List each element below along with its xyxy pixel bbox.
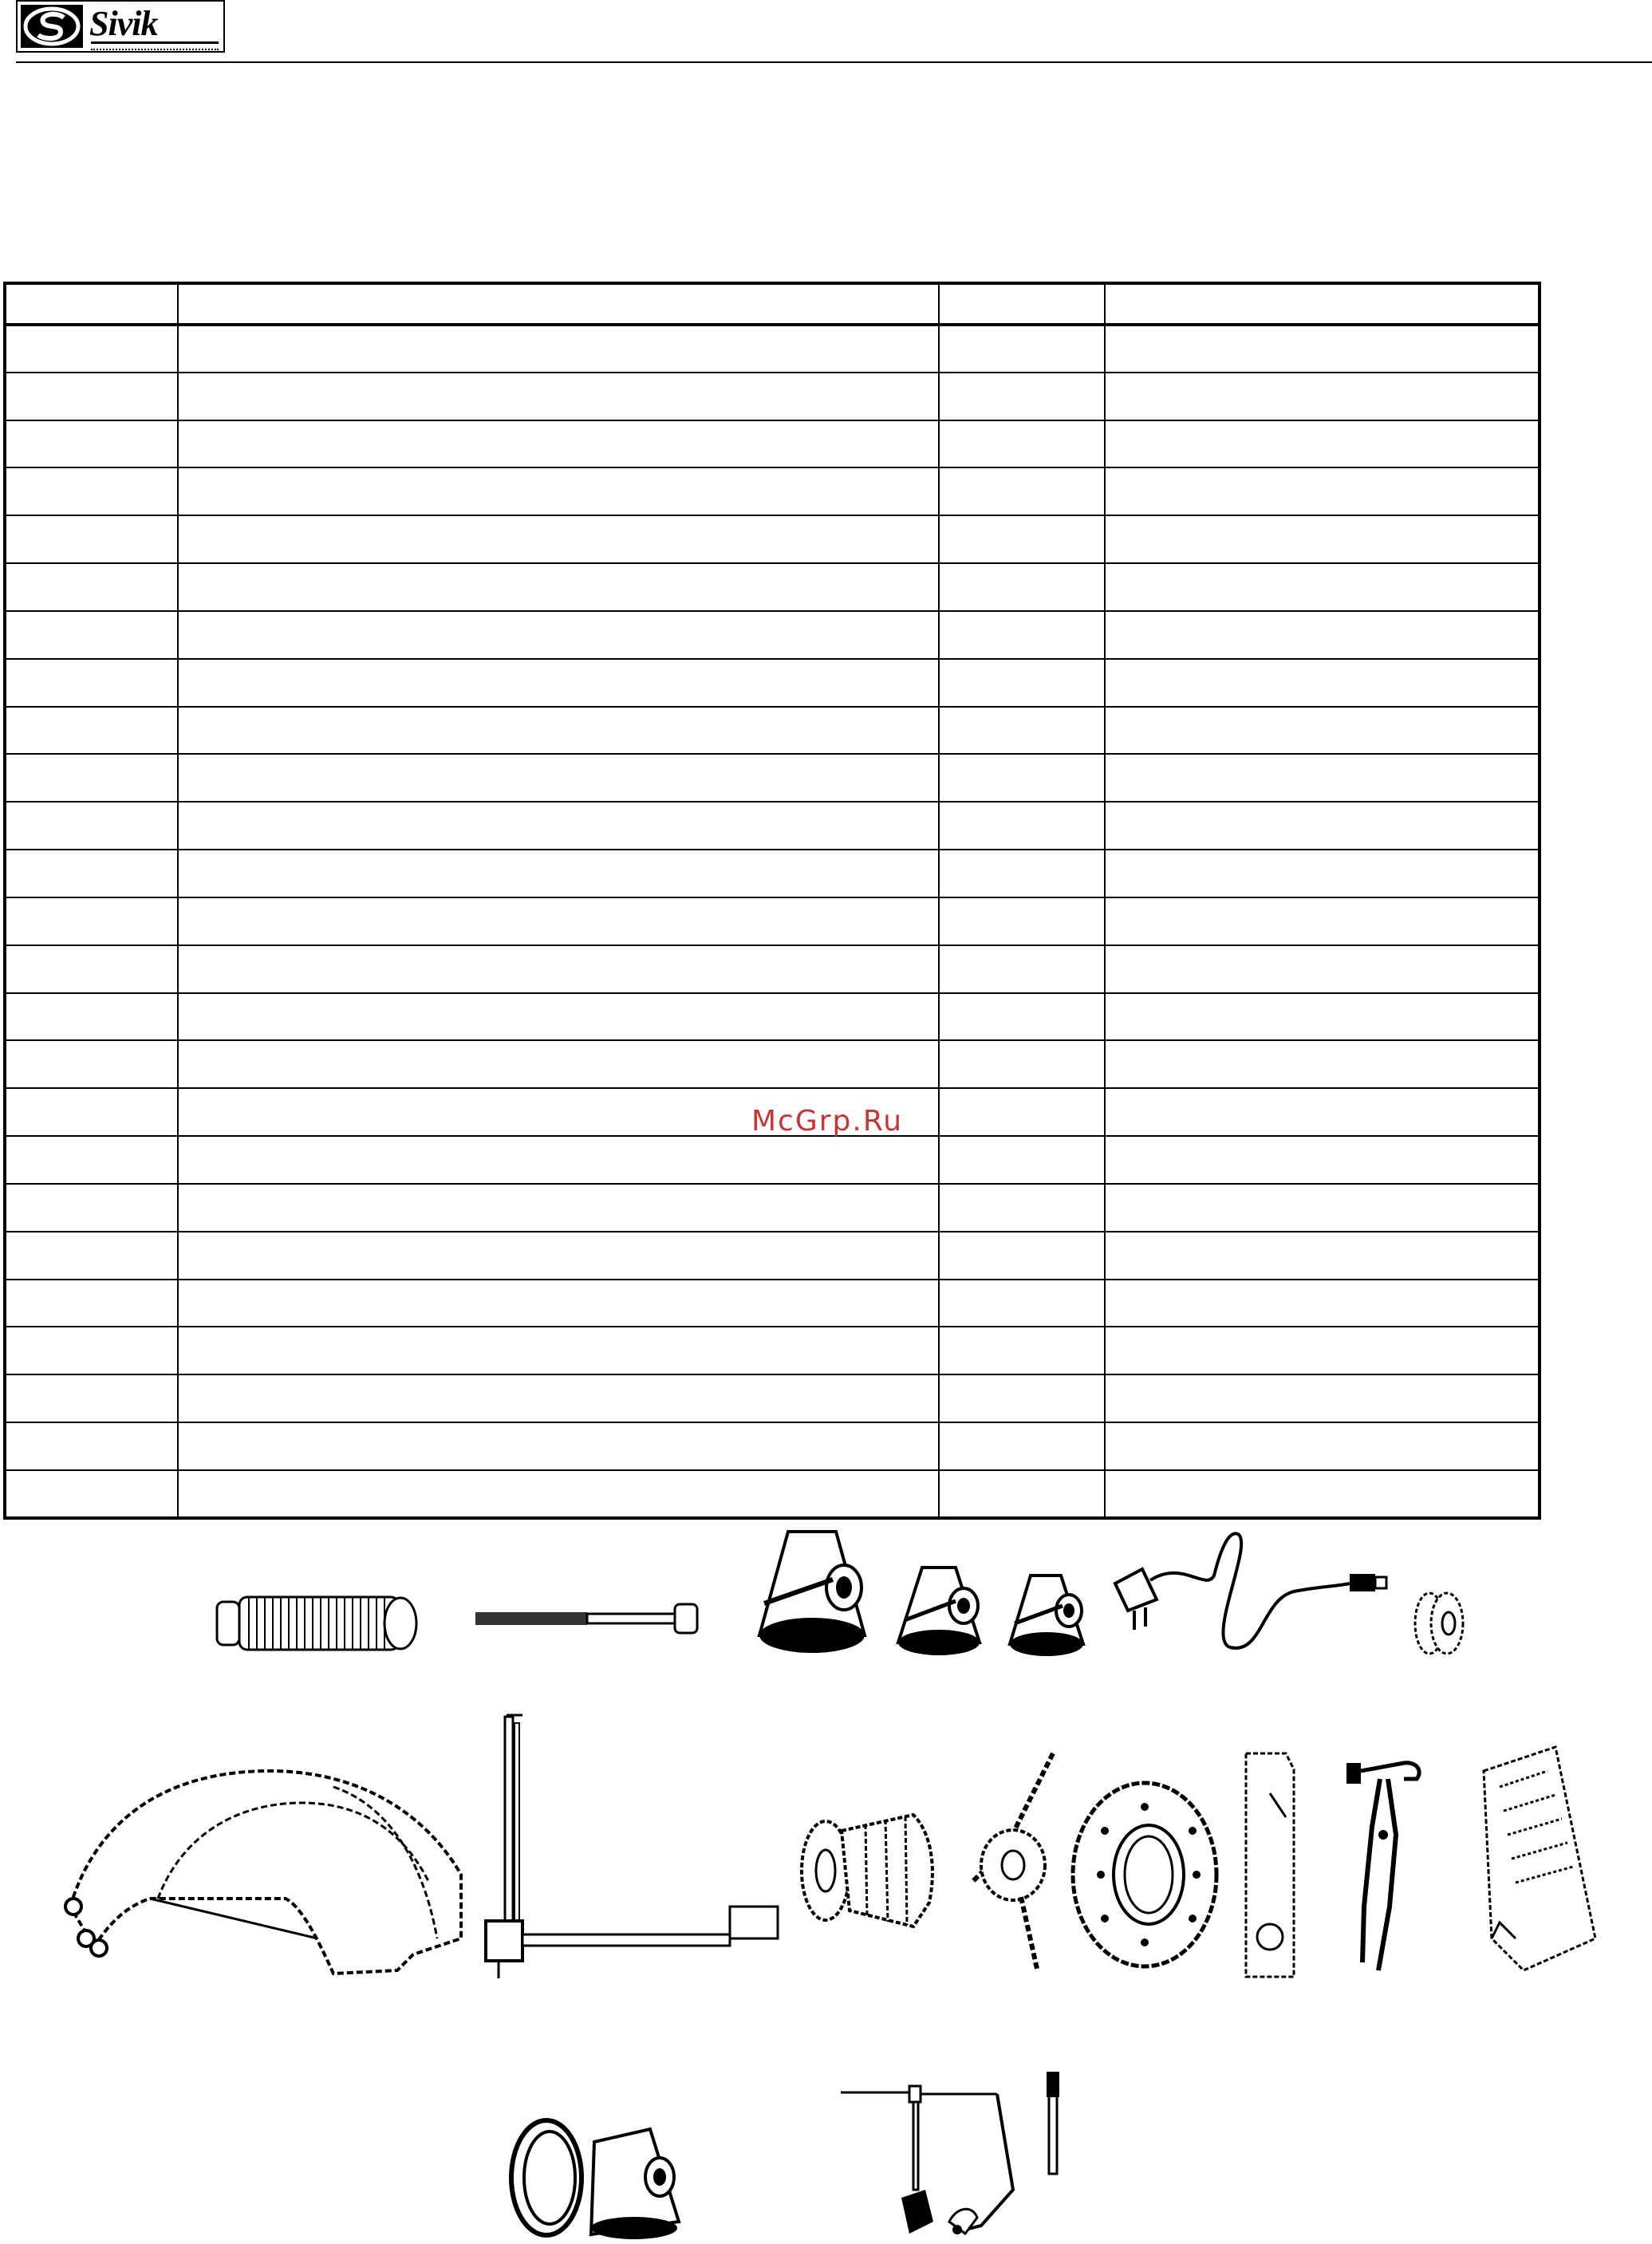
table-cell bbox=[178, 563, 939, 611]
table-row bbox=[5, 1184, 1540, 1232]
header-divider bbox=[16, 61, 1652, 63]
table-cell bbox=[939, 1422, 1105, 1470]
table-cell bbox=[178, 1040, 939, 1088]
table-cell bbox=[178, 707, 939, 755]
table-cell bbox=[939, 850, 1105, 897]
page-header bbox=[16, 0, 1652, 64]
table-cell bbox=[5, 1374, 178, 1422]
table-cell bbox=[5, 1422, 178, 1470]
header-cell bbox=[5, 283, 178, 325]
table-cell bbox=[1105, 659, 1540, 707]
watermark: McGrp.Ru bbox=[751, 1105, 904, 1138]
table-cell bbox=[178, 659, 939, 707]
table-cell bbox=[939, 515, 1105, 563]
table-cell bbox=[5, 373, 178, 420]
small-cone-icon bbox=[1007, 1568, 1086, 1659]
table-cell bbox=[5, 1232, 178, 1280]
table-cell bbox=[939, 945, 1105, 993]
table-cell bbox=[5, 325, 178, 373]
table-cell bbox=[178, 754, 939, 802]
table-cell bbox=[1105, 563, 1540, 611]
threaded-rod-icon bbox=[472, 1599, 704, 1639]
table-cell bbox=[1105, 420, 1540, 468]
header-cell bbox=[178, 283, 939, 325]
table-cell bbox=[1105, 1327, 1540, 1374]
table-cell bbox=[939, 1184, 1105, 1232]
table-cell bbox=[939, 659, 1105, 707]
table-cell bbox=[939, 467, 1105, 515]
table-cell bbox=[178, 1327, 939, 1374]
logo-wordmark: Sivik bbox=[89, 4, 158, 43]
table-cell bbox=[178, 1422, 939, 1470]
power-cord-icon bbox=[1110, 1528, 1390, 1659]
table-cell bbox=[178, 515, 939, 563]
table-row bbox=[5, 1136, 1540, 1184]
measuring-arm-icon bbox=[475, 1707, 786, 1994]
table-cell bbox=[178, 467, 939, 515]
table-cell bbox=[1105, 1374, 1540, 1422]
table-cell bbox=[1105, 325, 1540, 373]
table-row bbox=[5, 1422, 1540, 1470]
table-cell bbox=[5, 1088, 178, 1136]
table-cell bbox=[178, 945, 939, 993]
table-cell bbox=[1105, 1280, 1540, 1327]
table-cell bbox=[5, 659, 178, 707]
table-row bbox=[5, 1470, 1540, 1518]
table-row bbox=[5, 707, 1540, 755]
quick-nut-icon bbox=[794, 1783, 953, 1942]
table-cell bbox=[1105, 1040, 1540, 1088]
table-cell bbox=[1105, 850, 1540, 897]
table-cell bbox=[5, 420, 178, 468]
table-cell bbox=[5, 802, 178, 850]
logo-tagline-decoration bbox=[91, 41, 219, 50]
table-cell bbox=[939, 1327, 1105, 1374]
table-cell bbox=[178, 420, 939, 468]
table-cell bbox=[939, 1280, 1105, 1327]
table-cell bbox=[1105, 1184, 1540, 1232]
table-row bbox=[5, 850, 1540, 897]
table-row bbox=[5, 945, 1540, 993]
parts-table bbox=[3, 282, 1541, 1520]
table-cell bbox=[5, 1040, 178, 1088]
table-cell bbox=[5, 1136, 178, 1184]
table-cell bbox=[1105, 1422, 1540, 1470]
table-row bbox=[5, 467, 1540, 515]
table-row bbox=[5, 993, 1540, 1041]
header-cell bbox=[1105, 283, 1540, 325]
table-cell bbox=[5, 897, 178, 945]
table-cell bbox=[939, 1040, 1105, 1088]
weights-holder-icon bbox=[1468, 1739, 1603, 1978]
table-row bbox=[5, 1040, 1540, 1088]
table-cell bbox=[1105, 754, 1540, 802]
table-cell bbox=[178, 1184, 939, 1232]
table-cell bbox=[939, 802, 1105, 850]
table-cell bbox=[939, 611, 1105, 659]
logo-s-icon bbox=[21, 5, 83, 48]
table-cell bbox=[1105, 897, 1540, 945]
table-cell bbox=[178, 897, 939, 945]
table-cell bbox=[178, 850, 939, 897]
table-cell bbox=[939, 325, 1105, 373]
table-cell bbox=[1105, 467, 1540, 515]
table-cell bbox=[1105, 1088, 1540, 1136]
table-row bbox=[5, 1374, 1540, 1422]
table-cell bbox=[939, 373, 1105, 420]
table-cell bbox=[1105, 802, 1540, 850]
table-row bbox=[5, 802, 1540, 850]
table-cell bbox=[939, 420, 1105, 468]
table-cell bbox=[5, 1184, 178, 1232]
table-row bbox=[5, 1232, 1540, 1280]
table-cell bbox=[5, 467, 178, 515]
table-cell bbox=[178, 1470, 939, 1518]
medium-cone-icon bbox=[895, 1560, 983, 1659]
table-cell bbox=[939, 1470, 1105, 1518]
table-cell bbox=[5, 515, 178, 563]
table-row bbox=[5, 659, 1540, 707]
table-row bbox=[5, 515, 1540, 563]
table-cell bbox=[5, 1470, 178, 1518]
table-cell bbox=[1105, 707, 1540, 755]
table-row bbox=[5, 611, 1540, 659]
table-header-row bbox=[5, 283, 1540, 325]
table-cell bbox=[178, 993, 939, 1041]
table-cell bbox=[178, 373, 939, 420]
table-cell bbox=[939, 754, 1105, 802]
table-row bbox=[5, 373, 1540, 420]
threaded-sleeve-icon bbox=[209, 1587, 432, 1659]
table-cell bbox=[5, 945, 178, 993]
table-cell bbox=[939, 1374, 1105, 1422]
spacer-ring-icon bbox=[1412, 1587, 1468, 1659]
table-row bbox=[5, 420, 1540, 468]
protective-ring-icon bbox=[507, 2114, 586, 2242]
table-cell bbox=[939, 1088, 1105, 1136]
gauge-bar-icon bbox=[1238, 1745, 1310, 1985]
brand-logo bbox=[16, 0, 225, 53]
weight-pliers-icon bbox=[1340, 1747, 1428, 1978]
table-cell bbox=[1105, 1470, 1540, 1518]
table-cell bbox=[5, 1280, 178, 1327]
table-cell bbox=[5, 754, 178, 802]
table-cell bbox=[178, 611, 939, 659]
table-cell bbox=[939, 563, 1105, 611]
table-cell bbox=[939, 707, 1105, 755]
table-cell bbox=[178, 1374, 939, 1422]
table-row bbox=[5, 1327, 1540, 1374]
table-row bbox=[5, 563, 1540, 611]
table-cell bbox=[178, 325, 939, 373]
large-cone-icon bbox=[756, 1524, 868, 1655]
table-row bbox=[5, 897, 1540, 945]
table-cell bbox=[939, 1232, 1105, 1280]
table-row bbox=[5, 754, 1540, 802]
table-cell bbox=[939, 993, 1105, 1041]
table-cell bbox=[1105, 993, 1540, 1041]
table-cell bbox=[1105, 945, 1540, 993]
table-cell bbox=[939, 1136, 1105, 1184]
table-row bbox=[5, 1280, 1540, 1327]
table-cell bbox=[1105, 515, 1540, 563]
table-cell bbox=[939, 897, 1105, 945]
table-cell bbox=[178, 802, 939, 850]
table-row bbox=[5, 325, 1540, 373]
table-cell bbox=[5, 707, 178, 755]
cone-icon bbox=[586, 2126, 682, 2242]
table-cell bbox=[5, 993, 178, 1041]
table-cell bbox=[178, 1232, 939, 1280]
table-cell bbox=[1105, 611, 1540, 659]
wheel-guard-icon bbox=[62, 1739, 477, 1978]
table-cell bbox=[1105, 373, 1540, 420]
wing-nut-icon bbox=[957, 1745, 1069, 1977]
flange-plate-icon bbox=[1065, 1775, 1224, 1974]
table-cell bbox=[5, 850, 178, 897]
table-cell bbox=[5, 611, 178, 659]
header-cell bbox=[939, 283, 1105, 325]
table-cell bbox=[5, 1327, 178, 1374]
table-cell bbox=[1105, 1232, 1540, 1280]
table-cell bbox=[5, 563, 178, 611]
pedal-brake-icon bbox=[838, 2070, 1069, 2242]
table-cell bbox=[178, 1136, 939, 1184]
table-cell bbox=[1105, 1136, 1540, 1184]
table-cell bbox=[178, 1280, 939, 1327]
